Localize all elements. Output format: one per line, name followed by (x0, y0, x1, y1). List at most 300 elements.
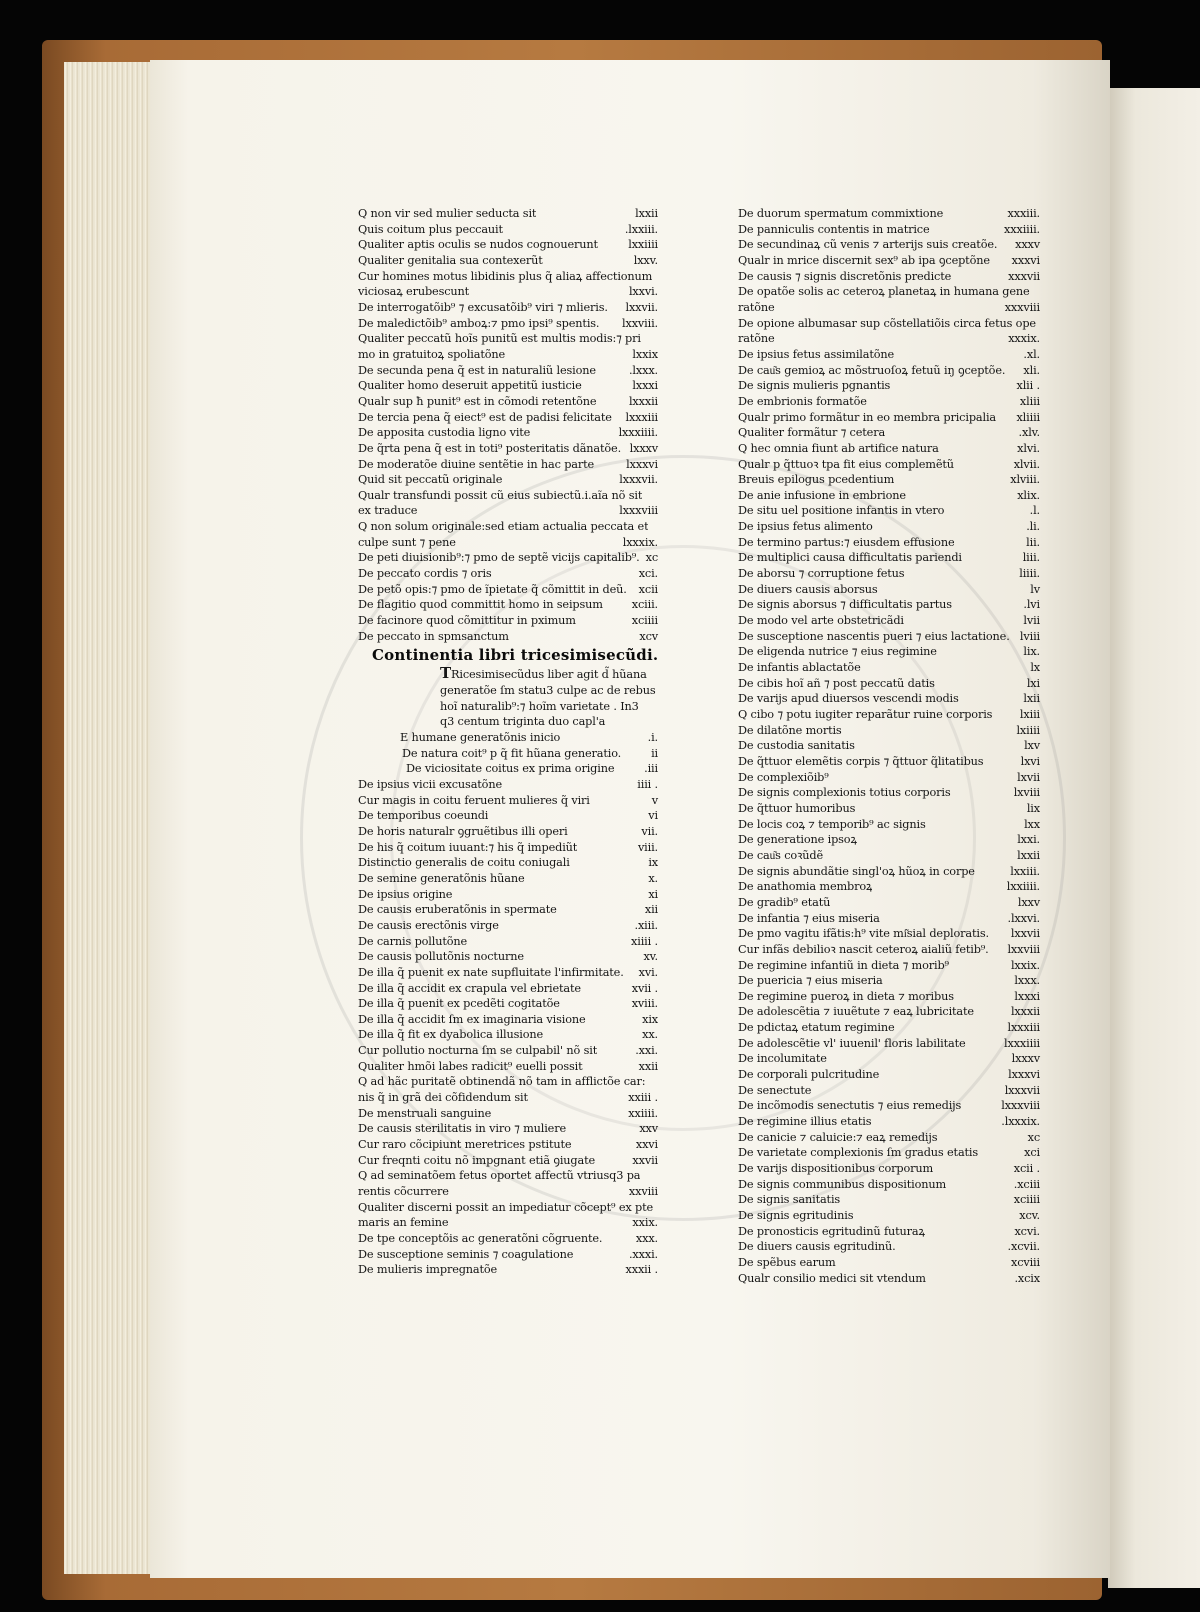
entry-title: De embrionis formatõe (738, 394, 867, 408)
entry-title: De diuers causis egritudinũ. (738, 1240, 896, 1254)
entry-title: Qualr primo formãtur in eo membra pricipalia (738, 410, 997, 424)
entry-title: Qualiter homo deseruit appetitũ iusticie (358, 379, 582, 393)
entry-chapter-number: xxxviii (1004, 300, 1040, 314)
index-entry (358, 1215, 658, 1231)
entry-title: De pronosticis egritudinũ futuraꝝ (738, 1224, 925, 1238)
entry-chapter-number: xxiiii. (628, 1106, 658, 1120)
entry-title: Cur infãs debilioꝛ nascit ceteroꝝ aialiũ fetib⁹. (738, 942, 989, 956)
entry-title: De diuers causis aborsus (738, 582, 878, 596)
index-entry (738, 911, 1040, 927)
index-entry (738, 488, 1040, 504)
entry-title: De causis pollutõnis nocturne (358, 950, 524, 964)
entry-chapter-number: .xiii. (634, 918, 658, 932)
entry-title: De panniculis contentis in matrice (738, 222, 930, 236)
entry-title: De his q̃ coitum iuuant:⁊ his q̃ impediũt (358, 840, 578, 854)
entry-title: De multiplici causa difficultatis pariendi (738, 551, 962, 565)
entry-chapter-number: xv. (643, 950, 658, 964)
index-entry (402, 746, 658, 762)
entry-chapter-number: lxxxvi (1008, 1068, 1040, 1082)
section-heading: Continentia libri tricesimisecũdi. (372, 646, 659, 665)
entry-chapter-number: .xcix (1014, 1271, 1040, 1285)
facing-page (1108, 88, 1200, 1588)
index-entry (738, 707, 1040, 723)
entry-title: De opatõe solis ac ceteroꝝ planetaꝝ in humana gene (738, 285, 1030, 299)
index-entry (738, 926, 1040, 942)
entry-title: De signis mulieris pgnantis (738, 379, 891, 393)
index-entry (738, 597, 1040, 613)
entry-chapter-number: lxxvi. (628, 285, 658, 299)
entry-title: Qualiter hmõi labes radicit⁹ euelli possit (358, 1059, 583, 1073)
entry-chapter-number: xxxvi (1011, 253, 1040, 267)
index-entry (358, 1059, 658, 1075)
entry-title: De peccato in spmsanctum (358, 629, 509, 643)
intro-line: generatõe ſm statu3 culpe ac de rebus (440, 684, 656, 698)
index-entry (358, 206, 658, 222)
entry-chapter-number: ii (651, 746, 658, 760)
entry-chapter-number: lxxii (1017, 848, 1040, 862)
index-entry (738, 1145, 1040, 1161)
entry-chapter-number: .xcvii. (1007, 1240, 1040, 1254)
entry-chapter-number: xxviii (628, 1185, 658, 1199)
entry-title: De tercia pena q̃ eiect⁹ est de padisi felicitate (358, 410, 612, 424)
entry-title: Q ad hãc puritatẽ obtinendã nõ tam in afflictõe car: (358, 1075, 646, 1089)
entry-title: De regimine pueroꝝ in dieta ⁊ moribus (738, 989, 954, 1003)
index-entry (358, 981, 658, 997)
entry-chapter-number: ix (648, 856, 658, 870)
entry-chapter-number: xli. (1023, 363, 1040, 377)
intro-line: hoĩ naturalib⁹:⁊ hoĩm varietate . In3 (440, 699, 639, 713)
entry-title: De susceptione nascentis pueri ⁊ eius lactatione. (738, 629, 1010, 643)
index-entry (358, 1184, 658, 1200)
index-entry (738, 394, 1040, 410)
entry-chapter-number: xciiii (1013, 1193, 1040, 1207)
entry-title: De illa q̃ accidit ſm ex imaginaria visione (358, 1012, 586, 1026)
index-entry (358, 410, 658, 426)
index-entry (738, 1239, 1040, 1255)
index-entry (358, 503, 658, 519)
entry-chapter-number: .l. (1029, 504, 1040, 518)
entry-chapter-number: lxxv (1017, 895, 1040, 909)
entry-chapter-number: lxxxv (1011, 1052, 1040, 1066)
intro-paragraph (440, 664, 658, 730)
entry-title: De signis sanitatis (738, 1193, 841, 1207)
index-entry (738, 1192, 1040, 1208)
index-entry (738, 1114, 1040, 1130)
entry-chapter-number: xxx. (635, 1232, 658, 1245)
entry-chapter-number: xciii. (631, 598, 658, 612)
entry-chapter-number: xvi. (638, 965, 658, 979)
entry-title: viciosaꝝ erubescunt (358, 285, 470, 299)
index-entry (358, 1168, 658, 1184)
entry-title: ratõne (738, 300, 775, 314)
index-entry (358, 222, 658, 238)
index-entry (738, 1255, 1040, 1271)
entry-chapter-number: lxxviii. (622, 316, 658, 330)
entry-title: Q hec omnia fiunt ab artifice natura (738, 441, 939, 455)
entry-chapter-number: lxxxii (628, 394, 658, 408)
index-entry (358, 1200, 658, 1216)
entry-title: Qualr consilio medici sit vtendum (738, 1271, 926, 1285)
entry-chapter-number: x. (648, 871, 658, 885)
entry-chapter-number: xvii . (631, 981, 658, 995)
entry-chapter-number: lxxxv (629, 441, 658, 455)
index-entry (738, 1161, 1040, 1177)
index-entry (738, 973, 1040, 989)
entry-chapter-number: lxv (1024, 739, 1040, 753)
entry-chapter-number: lxxxi (632, 379, 658, 393)
index-entry (358, 597, 658, 613)
index-entry (738, 472, 1040, 488)
entry-title: Cur magis in coitu feruent mulieres q̃ viri (358, 793, 590, 807)
index-entry (358, 519, 658, 535)
entry-chapter-number: xlvi. (1017, 441, 1040, 455)
entry-title: De causis erectõnis virge (358, 918, 499, 932)
entry-title: Quis coitum plus peccauit (358, 222, 503, 236)
entry-chapter-number: xxxiiii. (1004, 222, 1040, 236)
index-entry (738, 879, 1040, 895)
index-entry (738, 363, 1040, 379)
index-entry (738, 284, 1040, 300)
entry-chapter-number: lx (1030, 661, 1040, 675)
entry-chapter-number: lxxxiii (625, 410, 658, 424)
entry-title: De susceptione seminis ⁊ coagulatione (358, 1247, 574, 1261)
entry-title: De moderatõe diuine sentẽtie in hac parte (358, 457, 595, 471)
index-entry (358, 472, 658, 488)
entry-chapter-number: lxxxiiii (1004, 1036, 1040, 1050)
index-entry (738, 1130, 1040, 1146)
entry-chapter-number: .xciii (1013, 1177, 1040, 1191)
entry-title: E humane generatõnis inicio (400, 731, 561, 744)
entry-chapter-number: xcv (639, 629, 658, 643)
entry-chapter-number: xxv (639, 1122, 658, 1136)
entry-title: Q non vir sed mulier seducta sit (358, 207, 537, 220)
entry-chapter-number: xlvii. (1013, 457, 1040, 471)
entry-chapter-number: .xxi. (635, 1044, 658, 1058)
index-entry (358, 1106, 658, 1122)
entry-chapter-number: xc (645, 551, 658, 565)
entry-title: De horis naturalr ꝯgruẽtibus illi operi (358, 824, 568, 838)
entry-chapter-number: lxxvii (1010, 927, 1040, 941)
entry-chapter-number: lxxix. (1010, 958, 1040, 972)
entry-title: De causis sterilitatis in viro ⁊ muliere (358, 1122, 567, 1136)
index-entry (358, 1074, 658, 1090)
entry-title: De apposita custodia ligno vite (358, 426, 531, 440)
entry-chapter-number: lii. (1026, 535, 1040, 549)
entry-chapter-number: xxiii . (628, 1091, 658, 1105)
index-entry (738, 1004, 1040, 1020)
index-entry (738, 864, 1040, 880)
entry-chapter-number: .lxxxix. (1001, 1115, 1040, 1129)
entry-title: De canicie ⁊ caluicie:⁊ eaꝝ remedijs (738, 1130, 938, 1144)
entry-title: Qualiter genitalia sua contexerũt (358, 253, 543, 267)
entry-title: Cur pollutio nocturna ſm se culpabil' nõ sit (358, 1044, 598, 1058)
entry-chapter-number: lxxviii (1007, 942, 1040, 956)
entry-title: Q non solum originale:sed etiam actualia peccata et (358, 520, 649, 534)
entry-title: De opione albumasar sup cõstellatiõis circa fetus ope (738, 316, 1036, 330)
entry-title: De signis complexionis totius corporis (738, 786, 951, 800)
entry-title: Qualiter peccatũ hoĩs punitũ est multis modis:⁊ pri (358, 332, 641, 346)
index-entry (358, 1043, 658, 1059)
left-column (358, 206, 658, 1278)
index-entry (738, 832, 1040, 848)
entry-title: De custodia sanitatis (738, 739, 855, 753)
entry-title: De varijs dispositionibus corporum (738, 1162, 934, 1176)
entry-title: Cur raro cõcipiunt meretrices pstitute (358, 1138, 572, 1152)
entry-title: De duorum spermatum commixtione (738, 207, 944, 220)
index-entry (358, 363, 658, 379)
entry-title: De varijs apud diuersos vescendi modis (738, 692, 959, 706)
entry-chapter-number: lix (1026, 801, 1040, 815)
index-entry (358, 269, 658, 285)
entry-chapter-number: .xxxi. (628, 1247, 658, 1261)
entry-chapter-number: xviii. (631, 997, 658, 1011)
entry-title: De cau͂s coꝛũdẽ (738, 848, 824, 862)
entry-chapter-number: lxxiii. (1010, 864, 1040, 878)
index-entry (738, 457, 1040, 473)
entry-chapter-number: xliiii (1016, 410, 1040, 424)
index-entry (738, 378, 1040, 394)
entry-title: De gradib⁹ etatũ (738, 895, 831, 909)
index-entry (738, 316, 1040, 332)
entry-title: De peti diuisionib⁹:⁊ pmo de septẽ vicijs capitalib⁹. (358, 551, 640, 565)
entry-title: De generatione ipsoꝝ (738, 833, 857, 847)
index-entry (738, 848, 1040, 864)
index-entry (358, 316, 658, 332)
entry-title: De complexiõib⁹ (738, 770, 829, 784)
entry-chapter-number: .iii (644, 762, 658, 776)
index-entry (738, 801, 1040, 817)
entry-chapter-number: xciiii (631, 614, 658, 628)
entry-chapter-number: lxxxix. (622, 535, 658, 549)
entry-title: De varietate complexionis ſm gradus etatis (738, 1146, 979, 1160)
index-entry (358, 566, 658, 582)
right-index-list (738, 206, 1040, 1286)
entry-chapter-number: lxi (1026, 676, 1040, 690)
entry-chapter-number: viii. (637, 840, 658, 854)
entry-chapter-number: lxii (1023, 692, 1040, 706)
entry-chapter-number: lxviii (1013, 786, 1040, 800)
entry-title: De illa q̃ accidit ex crapula vel ebrietate (358, 981, 581, 995)
right-column (738, 206, 1040, 1286)
entry-title: De situ uel positione infantis in vtero (738, 504, 945, 518)
index-entry (358, 284, 658, 300)
entry-title: De illa q̃ puenit ex pcedẽti cogitatõe (358, 997, 560, 1011)
entry-chapter-number: lxxx. (1014, 974, 1040, 988)
index-entry (738, 1224, 1040, 1240)
index-entry (358, 934, 658, 950)
entry-chapter-number: lxxxi (1014, 989, 1040, 1003)
entry-chapter-number: xcvi. (1014, 1224, 1040, 1238)
entry-chapter-number: v (651, 793, 658, 807)
index-entry (738, 644, 1040, 660)
entry-title: Distinctio generalis de coitu coniugali (358, 856, 570, 870)
entry-chapter-number: liii. (1022, 551, 1040, 565)
index-entry (738, 676, 1040, 692)
entry-title: De secunda pena q̃ est in naturaliũ lesione (358, 363, 596, 377)
entry-title: De anathomia membroꝝ (738, 880, 873, 894)
entry-title: Quid sit peccatũ originale (358, 473, 503, 487)
entry-chapter-number: xci. (638, 567, 658, 581)
entry-title: De signis communibus dispositionum (738, 1177, 947, 1191)
entry-chapter-number: lix. (1023, 645, 1040, 659)
index-entry (358, 871, 658, 887)
entry-chapter-number: xix (642, 1012, 658, 1026)
entry-title: De puericia ⁊ eius miseria (738, 974, 883, 988)
index-entry (358, 840, 658, 856)
entry-chapter-number: lxxvii. (625, 300, 658, 314)
entry-chapter-number: lxxxvii (1004, 1083, 1040, 1097)
entry-chapter-number: xxxiii. (1007, 207, 1040, 220)
index-entry (358, 300, 658, 316)
left-index-list-continued (358, 730, 658, 1278)
entry-title: De incõmodis senectutis ⁊ eius remedijs (738, 1099, 962, 1113)
index-entry (358, 1012, 658, 1028)
index-entry (358, 918, 658, 934)
index-entry (738, 1208, 1040, 1224)
index-entry (738, 629, 1040, 645)
entry-title: Cur homines motus libidinis plus q̃ aliaꝝ affectionum (358, 269, 653, 283)
entry-chapter-number: xcviii (1010, 1255, 1040, 1269)
index-entry (738, 1051, 1040, 1067)
entry-title: De signis egritudinis (738, 1209, 854, 1222)
index-entry (358, 582, 658, 598)
index-entry (738, 770, 1040, 786)
entry-title: De mulieris impregnatõe (358, 1263, 498, 1277)
entry-chapter-number: xcii (638, 582, 658, 596)
index-entry (738, 785, 1040, 801)
intro-line-text: Ricesimisecũdus liber agit d̃ hũana (451, 668, 647, 682)
entry-chapter-number: lxx (1024, 817, 1040, 831)
entry-title: De signis abundãtie singl'oꝝ hũoꝝ in corpe (738, 864, 975, 878)
entry-title: De aborsu ⁊ corruptione fetus (738, 567, 905, 581)
entry-chapter-number: .lxxvi. (1007, 911, 1040, 925)
index-entry (738, 989, 1040, 1005)
entry-chapter-number: lxxxvi (626, 457, 658, 471)
index-entry (400, 730, 658, 746)
entry-title: Qualr p q̃ttuoꝛ tpa fit eius complemẽtũ (738, 457, 954, 471)
entry-chapter-number: lxxxiii (1007, 1021, 1040, 1035)
entry-title: Qualiter formãtur ⁊ cetera (738, 426, 886, 440)
index-entry (738, 1036, 1040, 1052)
index-entry (738, 222, 1040, 238)
index-entry (738, 1067, 1040, 1083)
entry-chapter-number: xx. (642, 1028, 658, 1042)
entry-title: De locis coꝝ ⁊ temporib⁹ ac signis (738, 817, 926, 831)
entry-title: De illa q̃ fit ex dyabolica illusione (358, 1028, 544, 1042)
entry-chapter-number: xiiii . (631, 934, 658, 948)
index-entry (738, 425, 1040, 441)
index-entry (738, 754, 1040, 770)
index-entry (358, 331, 658, 347)
entry-title: ex traduce (358, 504, 418, 518)
index-entry (358, 1137, 658, 1153)
entry-title: De anie infusione in embrione (738, 488, 906, 502)
index-entry (358, 887, 658, 903)
entry-chapter-number: lxxv. (633, 253, 658, 267)
entry-chapter-number: lxxxvii. (619, 473, 658, 487)
entry-title: Qualiter discerni possit an impediatur cõcept⁹ ex pte (358, 1200, 654, 1214)
index-entry (738, 535, 1040, 551)
entry-title: Breuis epilogus pcedentium (738, 473, 895, 487)
intro-initial: T (440, 664, 452, 683)
entry-chapter-number: lxxxviii (619, 504, 658, 518)
index-entry (738, 566, 1040, 582)
index-entry (358, 1153, 658, 1169)
entry-title: De q̃ttuor elemẽtis corpis ⁊ q̃ttuor q̃litatibus (738, 754, 984, 768)
entry-title: De secundinaꝝ cũ venis ⁊ arterijs suis creatõe. (738, 238, 998, 252)
entry-chapter-number: .i. (647, 731, 658, 744)
index-entry (358, 237, 658, 253)
index-entry (738, 1083, 1040, 1099)
entry-title: De regimine infantiũ in dieta ⁊ morib⁹ (738, 958, 949, 972)
entry-title: De q̃ttuor humoribus (738, 801, 856, 815)
index-entry (358, 777, 658, 793)
entry-title: culpe sunt ⁊ pene (358, 535, 456, 549)
index-entry (358, 1247, 658, 1263)
entry-title: De adolescẽtie vl' iuuenil' floris labilitate (738, 1036, 966, 1050)
intro-line (440, 664, 658, 683)
entry-title: De flagitio quod committit homo in seipsum (358, 598, 603, 612)
index-entry (738, 503, 1040, 519)
entry-chapter-number: vi (648, 809, 658, 823)
index-entry (738, 613, 1040, 629)
entry-chapter-number: .lxxx. (628, 363, 658, 377)
index-entry (358, 793, 658, 809)
entry-title: De tpe conceptõis ac generatõni cõgruente. (358, 1232, 603, 1245)
entry-chapter-number: lxxxii (1010, 1005, 1040, 1019)
entry-title: Qualr sup ħ punit⁹ est in cõmodi retentõne (358, 394, 597, 408)
entry-chapter-number: lxxxviii (1001, 1099, 1040, 1113)
entry-title: De dilatõne mortis (738, 723, 842, 737)
entry-chapter-number: xxxvii (1008, 269, 1040, 283)
index-entry (358, 457, 658, 473)
index-entry (358, 996, 658, 1012)
index-entry (738, 738, 1040, 754)
entry-title: De termino partus:⁊ eiusdem effusione (738, 535, 955, 549)
entry-title: maris an femine (358, 1216, 449, 1230)
entry-chapter-number: lxxxiiii. (618, 426, 658, 440)
entry-title: De pdictaꝝ etatum regimine (738, 1021, 895, 1035)
index-entry (738, 691, 1040, 707)
entry-chapter-number: liiii. (1019, 567, 1040, 581)
entry-title: De eligenda nutrice ⁊ eius regimine (738, 645, 937, 659)
entry-title: De cau͂s gemioꝝ ac mõstruoſoꝝ fetuũ iŋ ꝯceptõe. (738, 363, 1006, 377)
entry-title: De causis ⁊ signis discretõnis predicte (738, 269, 952, 283)
index-entry (358, 965, 658, 981)
entry-title: De ipsius origine (358, 887, 453, 901)
entry-title: De interrogatõib⁹ ⁊ excusatõib⁹ viri ⁊ mlieris. (358, 300, 608, 314)
index-entry (738, 300, 1040, 316)
entry-title: De corporali pulcritudine (738, 1068, 880, 1082)
entry-chapter-number: .lxxiii. (624, 222, 658, 236)
entry-title: De facinore quod cõmittitur in pximum (358, 614, 576, 628)
entry-title: De petõ opis:⁊ pmo de ĩpietate q̃ cõmittit in deũ. (358, 582, 627, 596)
entry-title: ratõne (738, 332, 775, 346)
entry-chapter-number: .xlv. (1018, 426, 1040, 440)
entry-chapter-number: .li. (1026, 520, 1040, 534)
index-entry (358, 1027, 658, 1043)
index-entry (738, 942, 1040, 958)
index-entry (738, 441, 1040, 457)
entry-chapter-number: xcii . (1013, 1162, 1040, 1176)
entry-title: De carnis pollutõne (358, 934, 468, 948)
index-entry (358, 824, 658, 840)
index-entry (358, 378, 658, 394)
entry-chapter-number: xlix. (1017, 488, 1040, 502)
index-entry (738, 660, 1040, 676)
index-entry (738, 817, 1040, 833)
entry-title: rentis cõcurrere (358, 1185, 449, 1199)
